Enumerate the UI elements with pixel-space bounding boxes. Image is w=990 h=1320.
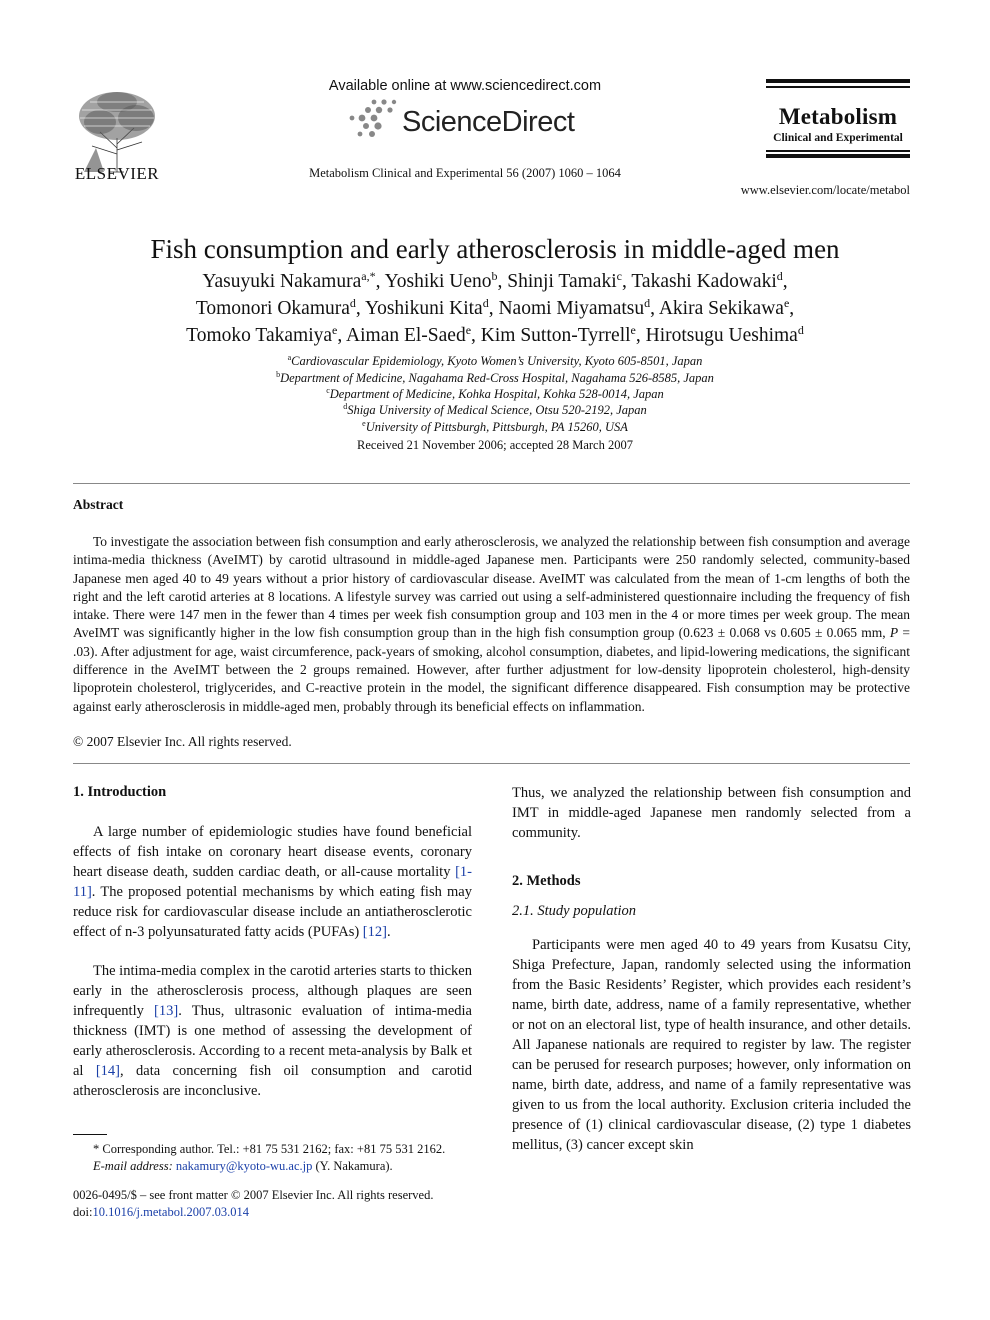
sciencedirect-dots-icon <box>346 98 406 138</box>
article-title: Fish consumption and early atherosclerosis in middle-aged men <box>150 234 840 264</box>
author-affiliation-mark: e <box>465 323 472 337</box>
author-name: Yoshiki Ueno <box>384 271 492 292</box>
subsection-heading-study-population: 2.1. Study population <box>512 903 637 919</box>
author-name: Shinji Tamaki <box>507 271 617 292</box>
front-matter-footnote <box>73 1187 483 1221</box>
sciencedirect-wordmark[interactable]: ScienceDirect <box>402 106 575 138</box>
intro-paragraph: Thus, we analyzed the relationship between fish consumption and IMT in middle-aged Japanese men randomly selected from a community. <box>512 785 911 841</box>
author-name: Tomoko Takamiya <box>186 325 333 346</box>
author-name: Hirotsugu Ueshima <box>645 325 798 346</box>
journal-subtitle: Clinical and Experimental <box>773 132 903 144</box>
doi-line: doi:10.1016/j.metabol.2007.03.014 <box>73 1205 250 1219</box>
reference-link[interactable]: [12] <box>362 924 387 940</box>
author-line: Tomoko Takamiya$^e$, Aiman El-Saed$^e$, Kim Sutton-Tyrrell$^e$, Hirotsugu Ueshima$^d$ <box>186 323 804 346</box>
author-line: Yasuyuki Nakamura$^{a,*}$, Yoshiki Ueno$^b$, Shinji Tamaki$^c$, Takashi Kadowaki$^d$, <box>202 269 788 292</box>
corresponding-author-footnote <box>73 1141 483 1175</box>
publisher-wordmark: ELSEVIER <box>74 164 160 183</box>
author-affiliation-mark: d <box>349 296 356 310</box>
author-affiliation-mark: a,* <box>361 269 376 283</box>
journal-citation: Metabolism Clinical and Experimental 56 (2007) 1060 – 1064 <box>309 166 621 180</box>
author-affiliation-mark: c <box>616 269 622 283</box>
author-name: Naomi Miyamatsu <box>498 298 645 319</box>
journal-rule <box>766 79 910 83</box>
email-link[interactable]: nakamury@kyoto-wu.ac.jp <box>175 1159 313 1173</box>
author-affiliation-mark: e <box>332 323 338 337</box>
author-affiliation-mark: d <box>644 296 651 310</box>
author-name: Aiman El-Saed <box>346 325 466 346</box>
author-affiliation-mark: e <box>783 296 790 310</box>
available-online-text[interactable]: Available online at www.sciencedirect.com <box>328 78 602 94</box>
intro-paragraph: A large number of epidemiologic studies have found beneficial effects of fish intake on coronary heart disease events, coronary heart disease death, sudden cardiac death, or all-cause mortality [1-11]. The proposed potential mechanisms by which eating fish may reduce risk for cardiovascular disease include an antiatherosclerotic effect of n-3 polyunsaturated fatty acids (PUFAs) [12]. <box>73 824 472 940</box>
intro-paragraph: The intima-media complex in the carotid arteries starts to thicken early in the atherosclerosis process, although plaques are seen infrequently [13]. Thus, ultrasonic evaluation of intima-media thickness (IMT) is one method of assessing the development of early atherosclerosis. According to a recent meta-analysis by Balk et al [14], data concerning fish oil consumption and carotid atherosclerosis are inconclusive. <box>73 963 472 1099</box>
section-heading-introduction: 1. Introduction <box>73 784 167 800</box>
author-name: Takashi Kadowaki <box>631 271 777 292</box>
email-line: E-mail address: nakamury@kyoto-wu.ac.jp (Y. Nakamura). <box>93 1159 393 1173</box>
affiliation: $^d$Shiga University of Medical Science, Otsu 520-2192, Japan <box>343 402 647 417</box>
affiliation: $^c$Department of Medicine, Kohka Hospital, Kohka 528-0014, Japan <box>326 386 664 401</box>
abstract-heading: Abstract <box>73 497 124 512</box>
author-name: Yoshikuni Kita <box>364 298 483 319</box>
author-name: Akira Sekikawa <box>658 298 784 319</box>
abstract-copyright: © 2007 Elsevier Inc. All rights reserved. <box>73 734 292 749</box>
journal-rule <box>766 150 910 152</box>
received-dates: Received 21 November 2006; accepted 28 March 2007 <box>357 438 633 452</box>
author-affiliation-mark: d <box>797 323 804 337</box>
footnote-rule <box>73 1134 107 1135</box>
abstract-text: To investigate the association between fish consumption and early atherosclerosis, we analyzed the relationship between fish consumption and average intima-media thickness (AveIMT) by carotid ultrasound in middle-aged Japanese men. Participants were 250 randomly selected, community-based Japanese men aged 40 to 49 years without a prior history of cardiovascular disease. AveIMT was calculated from the mean of 1-cm lengths of both the right and the left carotid arteries at 8 locations. A lifestyle survey was carried out using a self-administered questionnaire including the frequency of fish intake. There were 147 men in the fewer than 4 times per week fish consumption group and 103 men in the 4 or more times per week group. The mean AveIMT was significantly higher in the low fish consumption group than in the high fish consumption group (0.623 ± 0.068 vs 0.605 ± 0.065 mm, P = .03). After adjustment for age, waist circumference, pack-years of smoking, alcohol consumption, diabetes, and lipid-lowering medications, the significant difference in the AveIMT between the 2 groups remained. However, after further adjustment for low-density lipoprotein cholesterol, high-density lipoprotein cholesterol, triglycerides, and C-reactive protein in the model, the significant difference disappeared. Fish consumption may be protective against early atherosclerosis in middle-aged men, probably through its beneficial effects on inflammation. <box>73 534 910 714</box>
section-heading-methods: 2. Methods <box>512 873 581 889</box>
author-affiliation-mark: e <box>630 323 636 337</box>
author-line: Tomonori Okamura$^d$, Yoshikuni Kita$^d$, Naomi Miyamatsu$^d$, Akira Sekikawa$^e$, <box>195 296 795 319</box>
author-name: Kim Sutton-Tyrrell <box>480 325 631 346</box>
reference-link[interactable]: [14] <box>95 1063 121 1079</box>
author-affiliation-mark: d <box>776 269 783 283</box>
abstract-rule <box>73 483 910 484</box>
doi-link[interactable]: 10.1016/j.metabol.2007.03.014 <box>92 1205 250 1219</box>
abstract-rule <box>73 763 910 764</box>
reference-link[interactable]: [1-11] <box>73 864 472 900</box>
affiliation: $^e$University of Pittsburgh, Pittsburgh, PA 15260, USA <box>362 419 628 434</box>
author-name: Tomonori Okamura <box>195 298 350 319</box>
author-name: Yasuyuki Nakamura <box>202 271 362 292</box>
journal-url-link[interactable]: www.elsevier.com/locate/metabol <box>740 183 910 197</box>
reference-link[interactable]: [13] <box>154 1003 179 1019</box>
issn-line: 0026-0495/$ – see front matter © 2007 Elsevier Inc. All rights reserved. <box>73 1188 434 1202</box>
journal-rule <box>766 86 910 88</box>
affiliation: $^b$Department of Medicine, Nagahama Red-Cross Hospital, Nagahama 526-8585, Japan <box>276 370 714 385</box>
affiliation: $^a$Cardiovascular Epidemiology, Kyoto Women’s University, Kyoto 605-8501, Japan <box>287 353 703 368</box>
author-affiliation-mark: b <box>491 269 498 283</box>
methods-paragraph: Participants were men aged 40 to 49 years from Kusatsu City, Shiga Prefecture, Japan, randomly selected using the information from the Basic Residents’ Register, which provides each resident’s name, birth date, address, name of a family representative, whether or not on an electoral list, type of health insurance, and other details. All Japanese nationals are required to register by law. The register can be perused for research purposes; however, only information on name, birth date, address, and name of a family representative was given to us from the local authority. Exclusion criteria included the presence of (1) clinical cardiovascular disease, (2) type 1 diabetes mellitus, (3) cancer except skin <box>512 937 911 1153</box>
author-affiliation-mark: d <box>482 296 489 310</box>
corresponding-author-text: * Corresponding author. Tel.: +81 75 531 2162; fax: +81 75 531 2162. <box>93 1142 446 1156</box>
journal-rule <box>766 154 910 158</box>
journal-name: Metabolism <box>778 104 898 129</box>
